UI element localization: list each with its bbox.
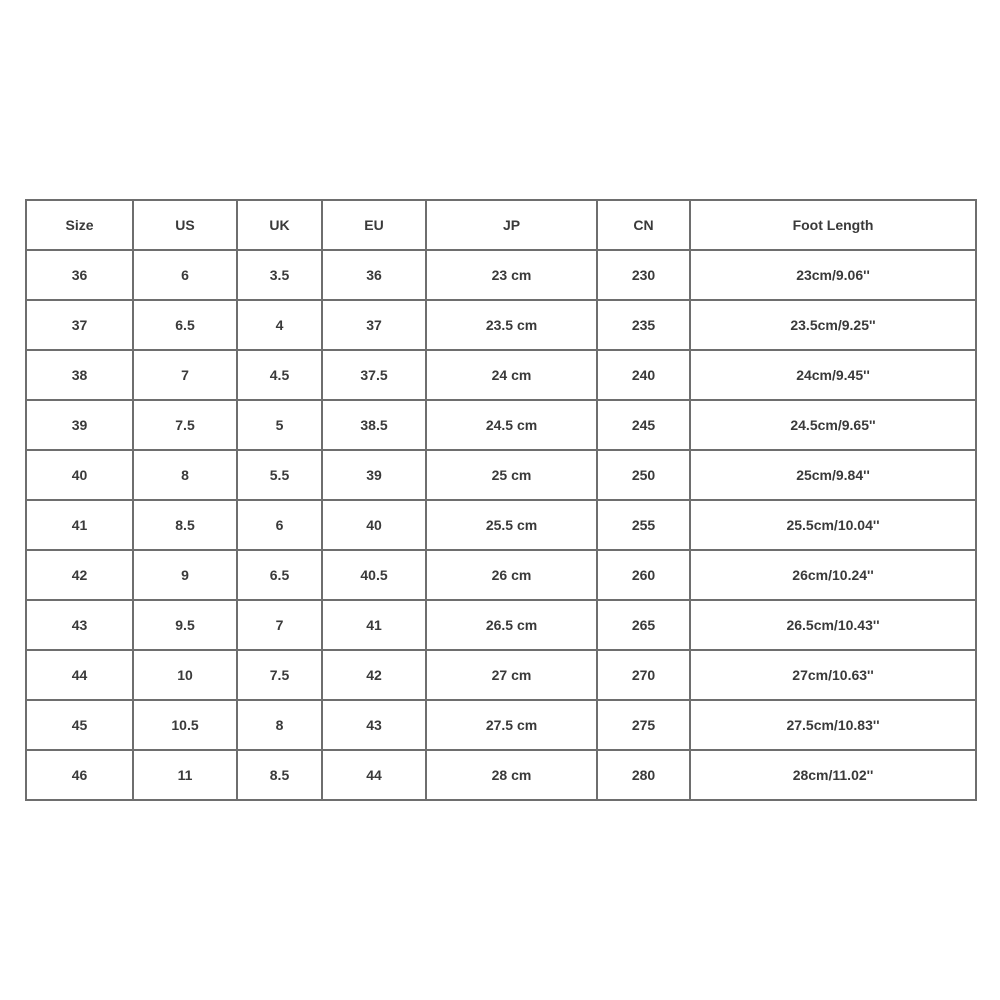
table-row bbox=[26, 550, 976, 600]
cell-size: 41 bbox=[26, 500, 133, 550]
header-size: Size bbox=[26, 200, 133, 250]
cell-uk: 8.5 bbox=[237, 750, 322, 800]
cell-foot-length: 24.5cm/9.65'' bbox=[690, 400, 976, 450]
header-foot-length: Foot Length bbox=[690, 200, 976, 250]
cell-us: 6.5 bbox=[133, 300, 237, 350]
cell-foot-length: 25cm/9.84'' bbox=[690, 450, 976, 500]
table-row bbox=[26, 350, 976, 400]
header-us: US bbox=[133, 200, 237, 250]
cell-cn: 255 bbox=[597, 500, 690, 550]
cell-size: 37 bbox=[26, 300, 133, 350]
cell-cn: 230 bbox=[597, 250, 690, 300]
cell-size: 42 bbox=[26, 550, 133, 600]
cell-uk: 6.5 bbox=[237, 550, 322, 600]
cell-size: 39 bbox=[26, 400, 133, 450]
cell-size: 45 bbox=[26, 700, 133, 750]
cell-jp: 25 cm bbox=[426, 450, 597, 500]
cell-jp: 23 cm bbox=[426, 250, 597, 300]
cell-jp: 24.5 cm bbox=[426, 400, 597, 450]
cell-foot-length: 23cm/9.06'' bbox=[690, 250, 976, 300]
table-header bbox=[26, 200, 976, 250]
cell-eu: 38.5 bbox=[322, 400, 426, 450]
cell-us: 8 bbox=[133, 450, 237, 500]
cell-us: 10 bbox=[133, 650, 237, 700]
cell-jp: 24 cm bbox=[426, 350, 597, 400]
header-jp: JP bbox=[426, 200, 597, 250]
cell-cn: 270 bbox=[597, 650, 690, 700]
header-cn: CN bbox=[597, 200, 690, 250]
cell-foot-length: 26.5cm/10.43'' bbox=[690, 600, 976, 650]
table-row bbox=[26, 750, 976, 800]
cell-eu: 43 bbox=[322, 700, 426, 750]
cell-cn: 250 bbox=[597, 450, 690, 500]
table-body bbox=[26, 250, 976, 800]
table-row bbox=[26, 450, 976, 500]
cell-uk: 7.5 bbox=[237, 650, 322, 700]
cell-jp: 26.5 cm bbox=[426, 600, 597, 650]
cell-foot-length: 27.5cm/10.83'' bbox=[690, 700, 976, 750]
cell-uk: 6 bbox=[237, 500, 322, 550]
cell-jp: 27.5 cm bbox=[426, 700, 597, 750]
cell-us: 7.5 bbox=[133, 400, 237, 450]
cell-foot-length: 23.5cm/9.25'' bbox=[690, 300, 976, 350]
cell-us: 6 bbox=[133, 250, 237, 300]
cell-jp: 26 cm bbox=[426, 550, 597, 600]
cell-size: 36 bbox=[26, 250, 133, 300]
cell-eu: 37.5 bbox=[322, 350, 426, 400]
cell-eu: 42 bbox=[322, 650, 426, 700]
table-row bbox=[26, 500, 976, 550]
cell-uk: 4.5 bbox=[237, 350, 322, 400]
cell-uk: 5.5 bbox=[237, 450, 322, 500]
cell-uk: 3.5 bbox=[237, 250, 322, 300]
cell-eu: 40.5 bbox=[322, 550, 426, 600]
cell-size: 38 bbox=[26, 350, 133, 400]
cell-uk: 5 bbox=[237, 400, 322, 450]
cell-foot-length: 27cm/10.63'' bbox=[690, 650, 976, 700]
cell-eu: 36 bbox=[322, 250, 426, 300]
table-row bbox=[26, 300, 976, 350]
table-row bbox=[26, 650, 976, 700]
cell-jp: 28 cm bbox=[426, 750, 597, 800]
cell-foot-length: 25.5cm/10.04'' bbox=[690, 500, 976, 550]
cell-jp: 25.5 cm bbox=[426, 500, 597, 550]
cell-uk: 8 bbox=[237, 700, 322, 750]
cell-size: 43 bbox=[26, 600, 133, 650]
cell-foot-length: 28cm/11.02'' bbox=[690, 750, 976, 800]
table-row bbox=[26, 400, 976, 450]
table-row bbox=[26, 600, 976, 650]
header-eu: EU bbox=[322, 200, 426, 250]
cell-eu: 44 bbox=[322, 750, 426, 800]
cell-cn: 280 bbox=[597, 750, 690, 800]
cell-eu: 39 bbox=[322, 450, 426, 500]
cell-uk: 4 bbox=[237, 300, 322, 350]
cell-cn: 240 bbox=[597, 350, 690, 400]
cell-cn: 260 bbox=[597, 550, 690, 600]
cell-size: 46 bbox=[26, 750, 133, 800]
cell-us: 7 bbox=[133, 350, 237, 400]
cell-eu: 40 bbox=[322, 500, 426, 550]
cell-us: 8.5 bbox=[133, 500, 237, 550]
cell-cn: 235 bbox=[597, 300, 690, 350]
cell-jp: 27 cm bbox=[426, 650, 597, 700]
cell-us: 10.5 bbox=[133, 700, 237, 750]
table-row bbox=[26, 250, 976, 300]
cell-jp: 23.5 cm bbox=[426, 300, 597, 350]
cell-us: 11 bbox=[133, 750, 237, 800]
cell-size: 44 bbox=[26, 650, 133, 700]
cell-cn: 275 bbox=[597, 700, 690, 750]
cell-uk: 7 bbox=[237, 600, 322, 650]
cell-foot-length: 26cm/10.24'' bbox=[690, 550, 976, 600]
cell-cn: 265 bbox=[597, 600, 690, 650]
cell-us: 9 bbox=[133, 550, 237, 600]
size-chart-table bbox=[25, 199, 977, 801]
cell-us: 9.5 bbox=[133, 600, 237, 650]
header-row bbox=[26, 200, 976, 250]
cell-eu: 37 bbox=[322, 300, 426, 350]
cell-foot-length: 24cm/9.45'' bbox=[690, 350, 976, 400]
cell-size: 40 bbox=[26, 450, 133, 500]
cell-eu: 41 bbox=[322, 600, 426, 650]
header-uk: UK bbox=[237, 200, 322, 250]
cell-cn: 245 bbox=[597, 400, 690, 450]
table-row bbox=[26, 700, 976, 750]
